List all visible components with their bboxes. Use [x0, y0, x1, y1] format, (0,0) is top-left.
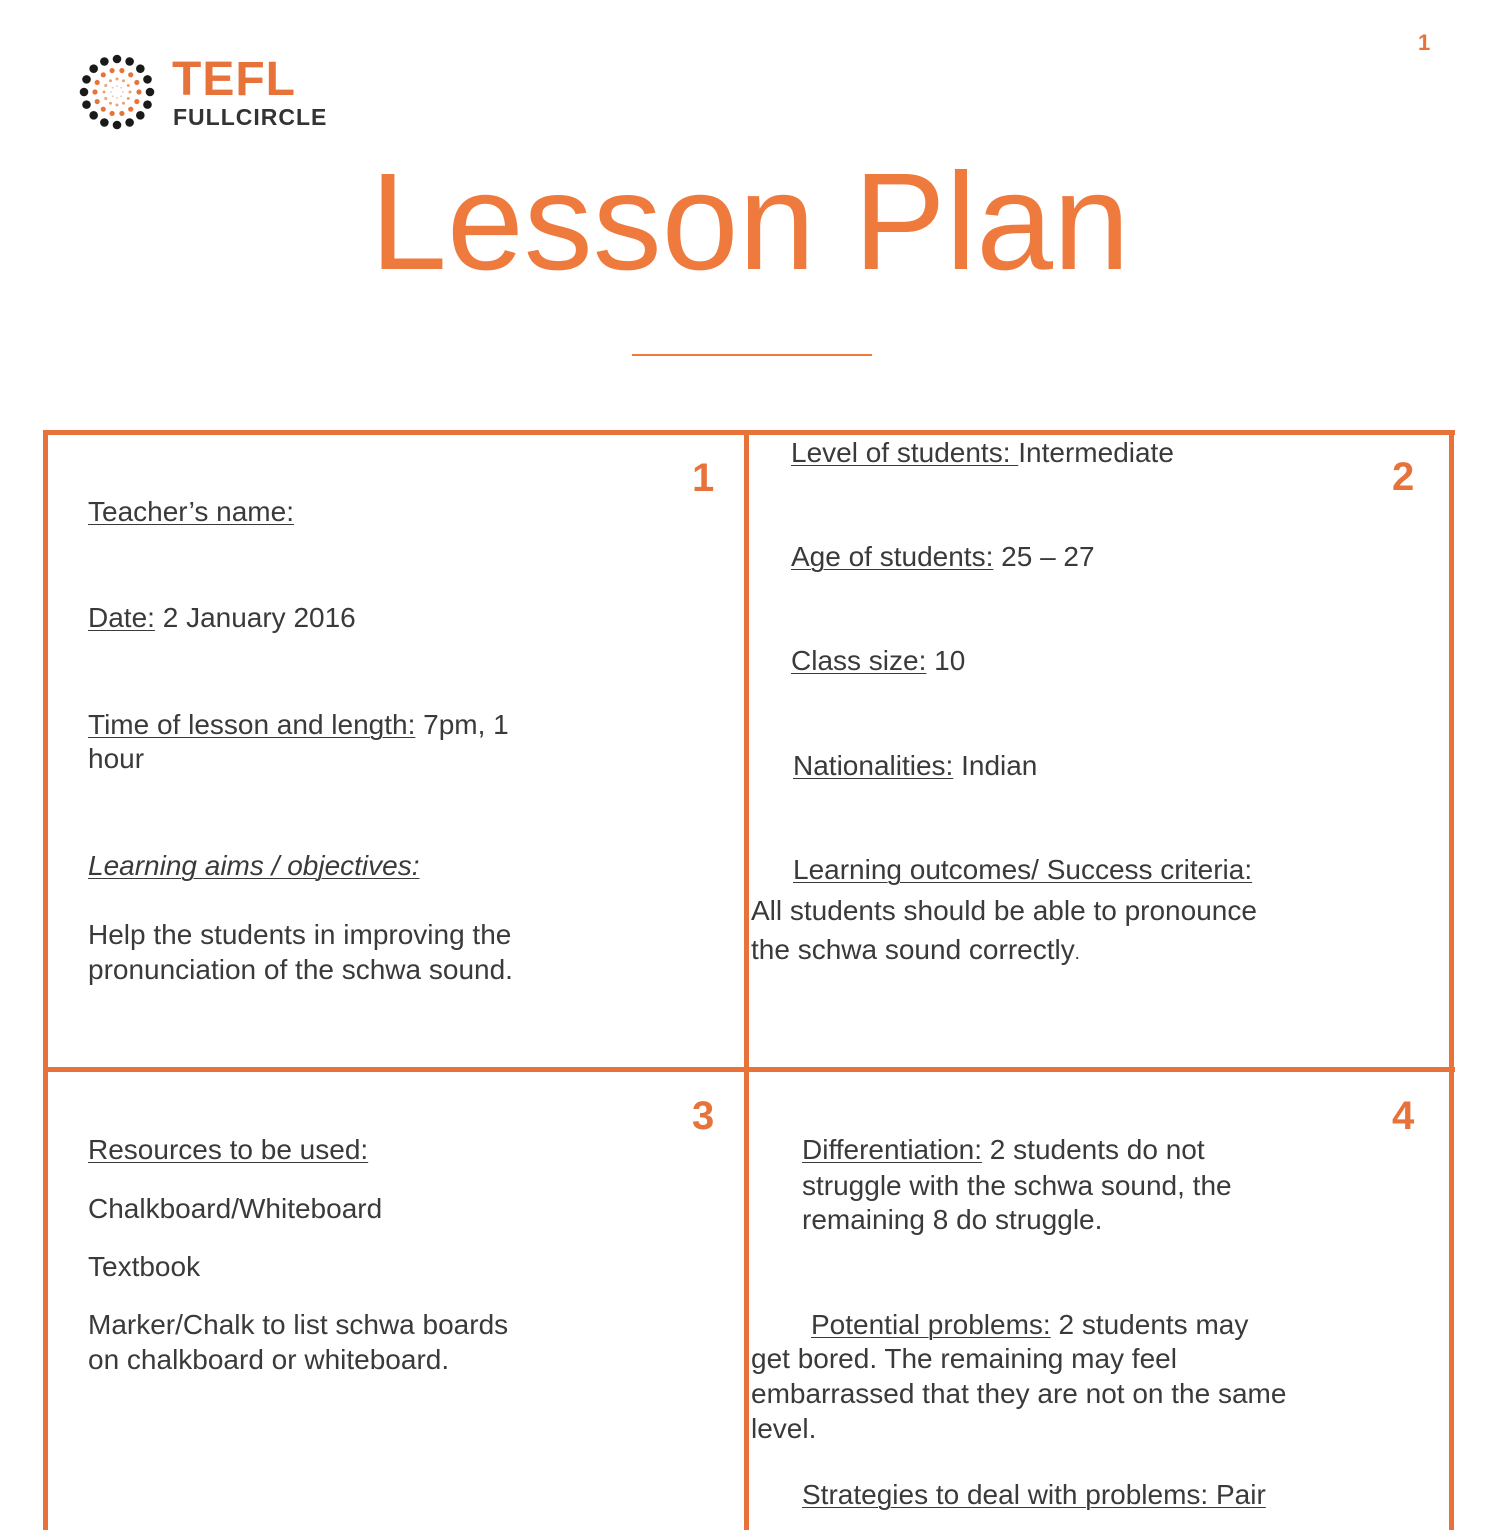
tefl-fullcircle-logo: [78, 52, 348, 132]
differentiation-field: [802, 1132, 1205, 1167]
differentiation-value: 2 students do not: [982, 1134, 1205, 1165]
fullcircle-dots-icon: [78, 52, 158, 132]
grid-border-left: [43, 430, 48, 1530]
resource-item-3-line-2: on chalkboard or whiteboard.: [88, 1344, 450, 1375]
differentiation-line-3: remaining 8 do struggle.: [802, 1204, 1103, 1235]
problems-value: 2 students may: [1050, 1309, 1249, 1340]
grid-divider-vertical: [744, 430, 749, 1530]
grid-border-top: [43, 430, 1455, 435]
strategies-field: Strategies to deal with problems: Pair: [802, 1479, 1266, 1510]
grid-divider-horizontal: [43, 1067, 1455, 1072]
differentiation-label: Differentiation:: [802, 1134, 983, 1165]
problems-line-3: embarrassed that they are not on the same: [751, 1378, 1287, 1409]
problems-label: Potential problems:: [811, 1309, 1051, 1340]
resources-label: Resources to be used:: [88, 1134, 369, 1165]
class-size-label: Class size:: [791, 645, 927, 676]
differentiation-line-2: struggle with the schwa sound, the: [802, 1170, 1232, 1201]
cell-4-number: 4: [1392, 1094, 1415, 1138]
page-title: Lesson Plan: [370, 145, 1130, 299]
title-divider: [632, 354, 872, 356]
level-value: Intermediate: [1018, 437, 1174, 468]
class-size-field: [791, 643, 965, 678]
time-value-continued: hour: [88, 743, 145, 774]
age-field: [791, 539, 1095, 574]
time-value: 7pm, 1: [415, 709, 509, 740]
level-field: [791, 435, 1174, 470]
time-field: [88, 707, 509, 742]
level-label: Level of students:: [791, 437, 1019, 468]
aims-label: Learning aims / objectives:: [88, 850, 420, 881]
page-number: 1: [1418, 30, 1431, 55]
outcomes-text-line-2: [751, 932, 1080, 971]
time-label: Time of lesson and length:: [88, 709, 416, 740]
class-size-value: 10: [926, 645, 966, 676]
date-field: [88, 600, 356, 635]
age-label: Age of students:: [791, 541, 994, 572]
grid-border-right: [1449, 430, 1454, 1530]
nationalities-field: [793, 748, 1037, 783]
outcomes-text-line-1: All students should be able to pronounce: [751, 895, 1257, 926]
teacher-name-label: Teacher’s name:: [88, 496, 294, 527]
aims-text-line-1: Help the students in improving the: [88, 919, 512, 950]
age-value: 25 – 27: [993, 541, 1095, 572]
logo-brand: TEFL: [172, 53, 296, 106]
date-label: Date:: [88, 602, 155, 633]
problems-field: [811, 1307, 1248, 1342]
resource-item-2: Textbook: [88, 1251, 201, 1282]
aims-text-line-2: pronunciation of the schwa sound.: [88, 954, 513, 985]
resource-item-1: Chalkboard/Whiteboard: [88, 1193, 383, 1224]
outcomes-period: .: [1074, 943, 1080, 963]
logo-subtitle: FULLCIRCLE: [173, 104, 328, 130]
resource-item-3-line-1: Marker/Chalk to list schwa boards: [88, 1309, 509, 1340]
outcomes-label: Learning outcomes/ Success criteria:: [793, 854, 1253, 885]
nationalities-label: Nationalities:: [793, 750, 954, 781]
problems-line-4: level.: [751, 1413, 817, 1444]
nationalities-value: Indian: [953, 750, 1038, 781]
problems-line-2: get bored. The remaining may feel: [751, 1343, 1177, 1374]
date-value: 2 January 2016: [154, 602, 356, 633]
cell-1-number: 1: [692, 456, 715, 500]
cell-2-number: 2: [1392, 455, 1415, 499]
cell-3-number: 3: [692, 1094, 715, 1138]
outcomes-text: the schwa sound correctly: [751, 934, 1075, 965]
